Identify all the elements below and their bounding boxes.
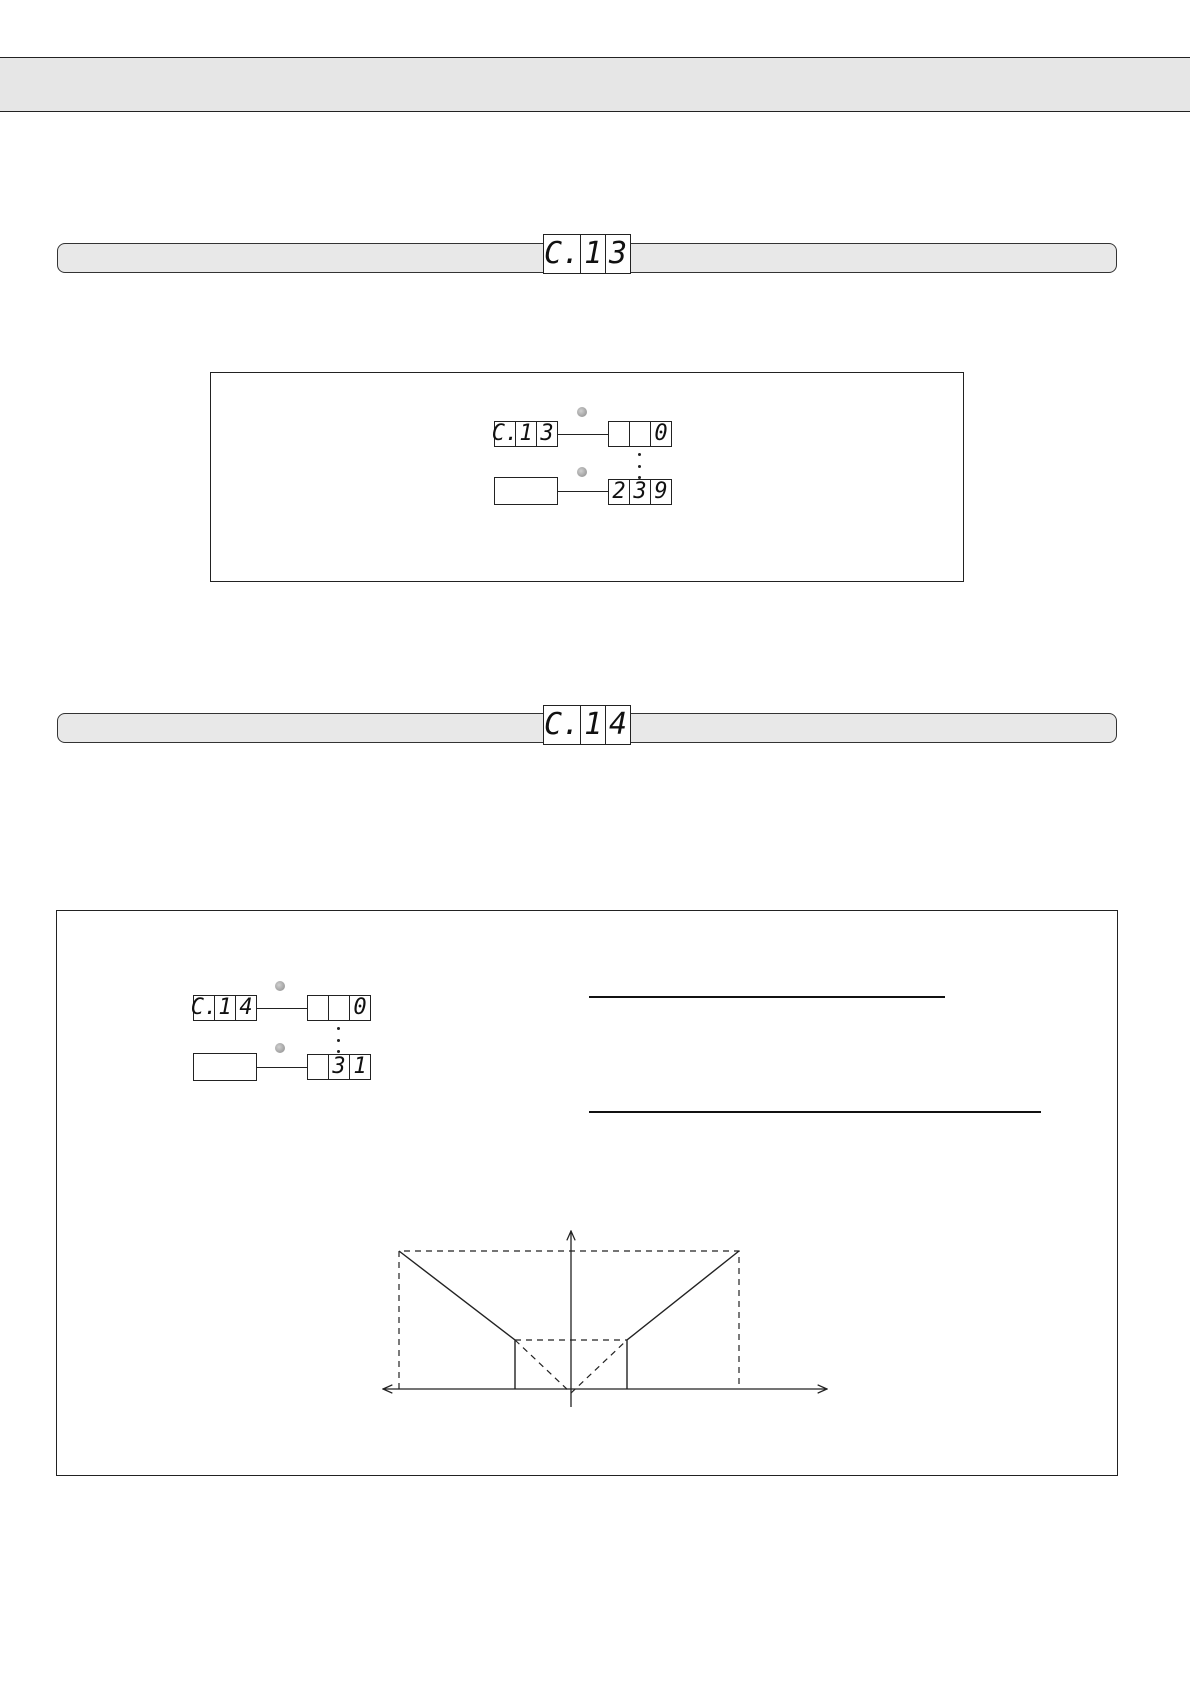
- display-digit: 3: [536, 422, 557, 446]
- badge-digit: 1: [580, 706, 605, 744]
- display-digit: 1: [515, 422, 536, 446]
- led-indicator-icon: [275, 1043, 285, 1053]
- param-display-c14: [190, 995, 257, 1021]
- badge-digit: C.: [544, 236, 581, 271]
- connector-line: [257, 1008, 307, 1009]
- underline-rule: [589, 996, 945, 998]
- vertical-ellipsis-icon: [337, 1027, 341, 1053]
- parameter-panel-c14: [56, 910, 1118, 1476]
- max-value-display: [307, 1054, 371, 1080]
- vertical-ellipsis-icon: [638, 453, 642, 479]
- display-digit: C.: [491, 421, 519, 446]
- blank-display: [494, 477, 558, 505]
- outer-limit-dashed: [399, 1251, 739, 1389]
- display-digit: [629, 422, 650, 446]
- display-digit: 1: [349, 1055, 370, 1079]
- badge-digit: 1: [580, 235, 605, 273]
- page-header-band: [0, 57, 1190, 112]
- display-digit: 4: [235, 996, 256, 1020]
- max-value-display: [608, 479, 672, 505]
- display-digit: [328, 996, 349, 1020]
- display-digit: 3: [629, 480, 650, 504]
- section-code-badge-c13: [543, 234, 631, 274]
- display-digit: 9: [650, 480, 671, 504]
- display-digit: 0: [650, 422, 671, 446]
- display-digit: [308, 996, 328, 1020]
- badge-digit: C.: [544, 707, 581, 742]
- display-digit: 1: [214, 996, 235, 1020]
- underline-rule: [589, 1111, 1041, 1113]
- badge-digit: 4: [605, 706, 630, 744]
- led-indicator-icon: [275, 981, 285, 991]
- display-digit: [308, 1055, 328, 1079]
- min-value-display: [608, 421, 672, 447]
- led-indicator-icon: [577, 407, 587, 417]
- led-indicator-icon: [577, 467, 587, 477]
- connector-line: [558, 491, 608, 492]
- right-response-line: [627, 1251, 739, 1389]
- display-digit: [609, 422, 629, 446]
- display-digit: 3: [328, 1055, 349, 1079]
- display-digit: 0: [349, 996, 370, 1020]
- section-code-badge-c14: [543, 705, 631, 745]
- min-value-display: [307, 995, 371, 1021]
- parameter-panel-c13: [210, 372, 964, 582]
- param-display-c13: [491, 421, 558, 447]
- deadband-diagram: [377, 1211, 837, 1431]
- blank-display: [193, 1053, 257, 1081]
- connector-line: [257, 1067, 307, 1068]
- left-response-line: [399, 1251, 515, 1389]
- connector-line: [558, 434, 608, 435]
- display-digit: C.: [190, 995, 218, 1020]
- display-digit: 2: [612, 479, 626, 504]
- badge-digit: 3: [605, 235, 630, 273]
